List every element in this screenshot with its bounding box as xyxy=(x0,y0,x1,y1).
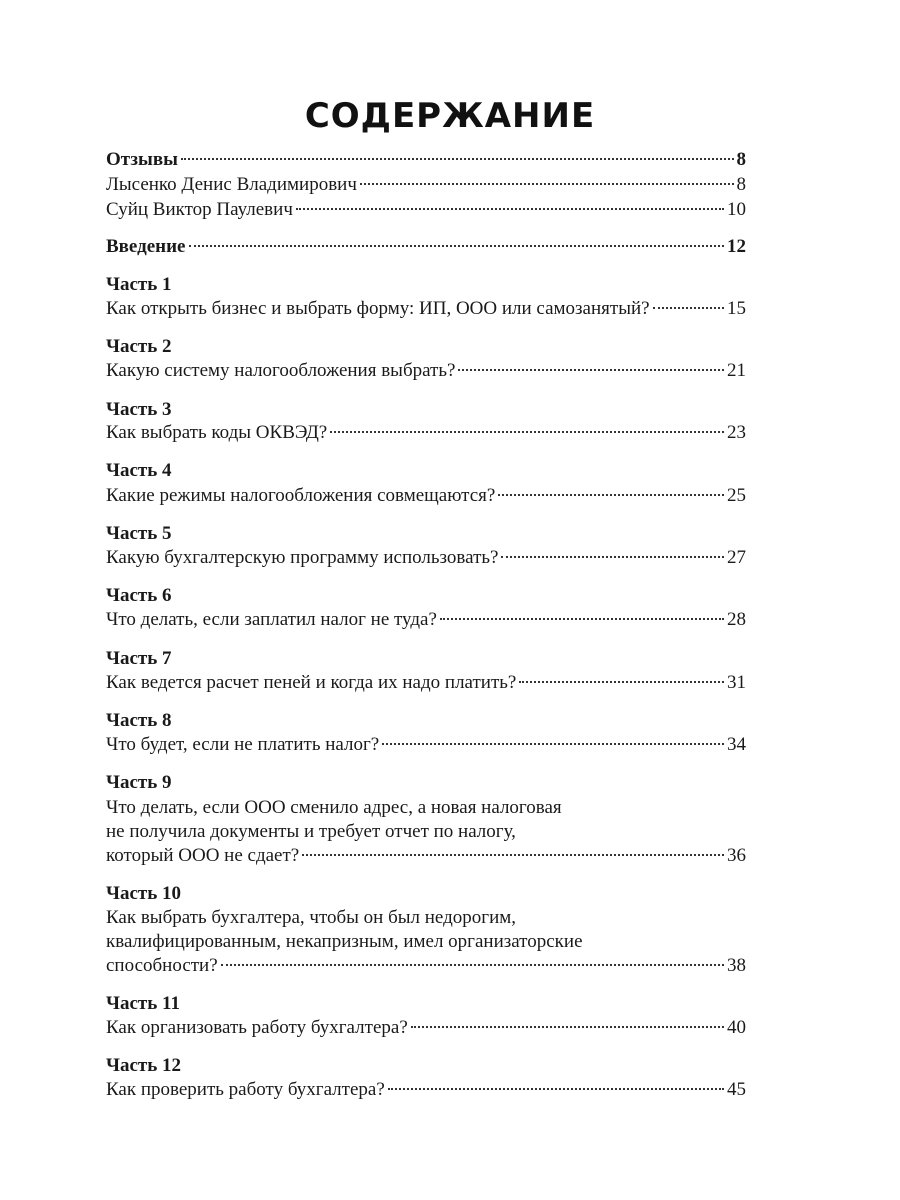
toc-page-number: 25 xyxy=(727,485,746,506)
dot-leader xyxy=(388,1088,724,1090)
toc-entry-text-line: Как выбрать бухгалтера, чтобы он был недорогим, xyxy=(106,907,517,928)
dot-leader xyxy=(458,369,724,371)
toc-entry-text: Как проверить работу бухгалтера? xyxy=(106,1079,385,1100)
toc-entry-text: Как организовать работу бухгалтера? xyxy=(106,1017,408,1038)
toc-entry-part-2 xyxy=(106,358,746,384)
toc-entry-part-3 xyxy=(106,420,746,446)
toc-entry-text: Как открыть бизнес и выбрать форму: ИП, ООО или самозанятый? xyxy=(106,298,650,319)
toc-entry-text: Лысенко Денис Владимирович xyxy=(106,174,357,195)
part-heading: Часть 12 xyxy=(106,1055,182,1076)
toc-entry-text: Как выбрать коды ОКВЭД? xyxy=(106,422,328,443)
dot-leader xyxy=(411,1026,724,1028)
toc-page-number: 8 xyxy=(736,174,746,195)
toc-page-number: 21 xyxy=(727,360,746,381)
part-heading: Часть 4 xyxy=(106,460,172,481)
part-heading: Часть 8 xyxy=(106,710,172,731)
part-heading: Часть 7 xyxy=(106,648,172,669)
toc-entry-part-12 xyxy=(106,1077,746,1103)
dot-leader xyxy=(302,854,724,856)
toc-entry-text: Какую бухгалтерскую программу использовать? xyxy=(106,547,499,568)
toc-page-number: 38 xyxy=(727,955,746,976)
dot-leader xyxy=(498,494,724,496)
dot-leader xyxy=(360,183,734,185)
dot-leader xyxy=(221,964,724,966)
toc-entry-text: Какие режимы налогообложения совмещаются? xyxy=(106,485,496,506)
toc-entry-part-6 xyxy=(106,607,746,633)
toc-page-number: 45 xyxy=(727,1079,746,1100)
toc-entry-text: Что делать, если заплатил налог не туда? xyxy=(106,609,437,630)
toc-entry-text: Как ведется расчет пеней и когда их надо платить? xyxy=(106,672,517,693)
toc-entry-part-11 xyxy=(106,1015,746,1041)
toc-entry-text: который ООО не сдает? xyxy=(106,845,300,866)
toc-entry-text-line: не получила документы и требует отчет по налогу, xyxy=(106,821,516,842)
toc-page-number: 12 xyxy=(727,236,746,257)
toc-entry-part-5 xyxy=(106,545,746,571)
dot-leader xyxy=(181,158,734,160)
toc-page-number: 34 xyxy=(727,734,746,755)
toc-entry-reviews xyxy=(106,147,746,173)
toc-entry-part-7 xyxy=(106,670,746,696)
toc-page-number: 23 xyxy=(727,422,746,443)
toc-entry-text: Какую систему налогообложения выбрать? xyxy=(106,360,456,381)
toc-page-number: 15 xyxy=(727,298,746,319)
part-heading: Часть 3 xyxy=(106,399,172,420)
toc-entry-text: Суйц Виктор Паулевич xyxy=(106,199,293,220)
toc-page-number: 10 xyxy=(727,199,746,220)
part-heading: Часть 2 xyxy=(106,336,172,357)
toc-entry-text-line: квалифицированным, некапризным, имел организаторские xyxy=(106,931,583,952)
toc-entry-text: Что будет, если не платить налог? xyxy=(106,734,380,755)
dot-leader xyxy=(653,307,724,309)
dot-leader xyxy=(519,681,724,683)
toc-entry-lysenko xyxy=(106,172,746,198)
toc-page-number: 36 xyxy=(727,845,746,866)
part-heading: Часть 9 xyxy=(106,772,172,793)
toc-page-number: 27 xyxy=(727,547,746,568)
page-title: СОДЕРЖАНИЕ xyxy=(304,96,596,136)
toc-entry-part-4 xyxy=(106,483,746,509)
part-heading: Часть 1 xyxy=(106,274,172,295)
dot-leader xyxy=(501,556,724,558)
toc-page-number: 31 xyxy=(727,672,746,693)
part-heading: Часть 10 xyxy=(106,883,182,904)
toc-entry-part-1 xyxy=(106,296,746,322)
toc-entry-part-9 xyxy=(106,843,746,869)
toc-entry-suits xyxy=(106,197,746,223)
dot-leader xyxy=(382,743,724,745)
part-heading: Часть 5 xyxy=(106,523,172,544)
part-heading: Часть 6 xyxy=(106,585,172,606)
toc-entry-part-8 xyxy=(106,732,746,758)
toc-entry-text-line: Что делать, если ООО сменило адрес, а новая налоговая xyxy=(106,797,562,818)
dot-leader xyxy=(440,618,724,620)
toc-entry-text: Введение xyxy=(106,236,186,257)
dot-leader xyxy=(189,245,725,247)
dot-leader xyxy=(296,208,724,210)
toc-entry-part-10 xyxy=(106,953,746,979)
toc-page-number: 40 xyxy=(727,1017,746,1038)
toc-page-number: 28 xyxy=(727,609,746,630)
toc-entry-text: способности? xyxy=(106,955,218,976)
part-heading: Часть 11 xyxy=(106,993,180,1014)
toc-entry-text: Отзывы xyxy=(106,149,178,170)
toc-page-number: 8 xyxy=(736,149,746,170)
dot-leader xyxy=(330,431,724,433)
toc-entry-introduction xyxy=(106,234,746,260)
